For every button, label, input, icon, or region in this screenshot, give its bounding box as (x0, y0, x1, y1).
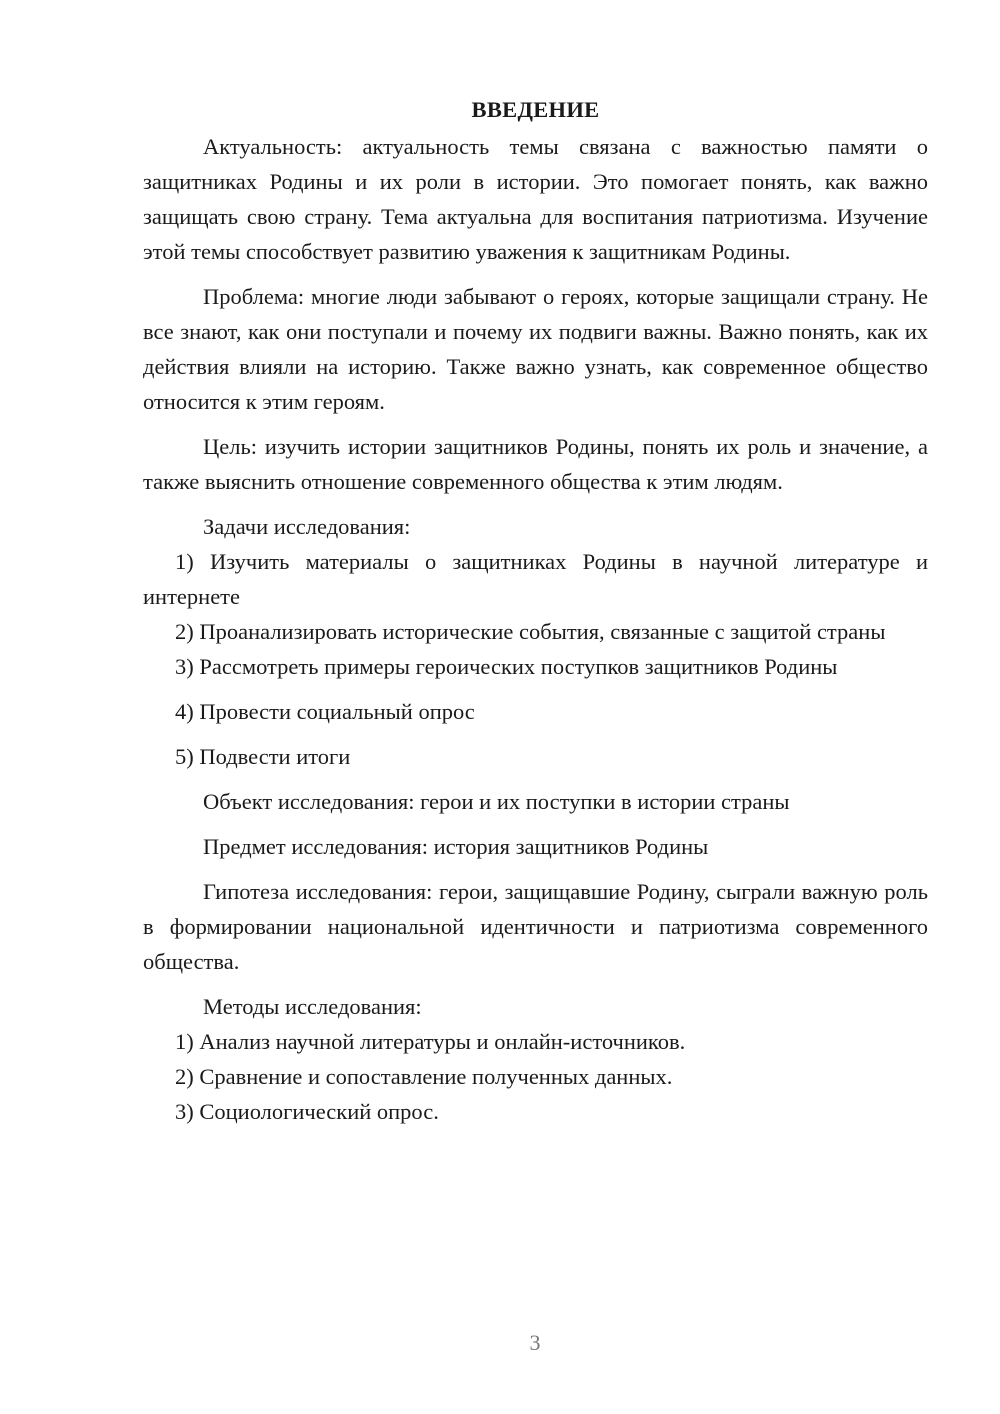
method-item: 3) Социологический опрос. (175, 1099, 439, 1124)
task-item: 1) Изучить материалы о защитниках Родины в научной литературе и интернете (143, 549, 928, 609)
subject-paragraph: Предмет исследования: история защитников Родины (203, 834, 709, 859)
page-number: 3 (529, 1330, 541, 1355)
methods-title: Методы исследования: (203, 994, 422, 1019)
relevance-paragraph: Актуальность: актуальность темы связана с важностью памяти о защитниках Родины и их роли в истории. Это помогает понять, как важно защищать свою страну. Тема актуальна для воспитания патриотизма. Изучение этой темы способствует развитию уважения к защитникам Родины. (143, 134, 928, 264)
method-item: 1) Анализ научной литературы и онлайн-источников. (175, 1029, 686, 1054)
object-paragraph: Объект исследования: герои и их поступки в истории страны (203, 789, 790, 814)
method-item: 2) Сравнение и сопоставление полученных данных. (175, 1064, 673, 1089)
task-item: 2) Проанализировать исторические события, связанные с защитой страны (175, 619, 886, 644)
task-item: 3) Рассмотреть примеры героических поступков защитников Родины (175, 654, 838, 679)
page-title: ВВЕДЕНИЕ (471, 97, 600, 122)
page-content (143, 92, 928, 1129)
problem-paragraph: Проблема: многие люди забывают о героях, которые защищали страну. Не все знают, как они поступали и почему их подвиги важны. Важно понять, как их действия влияли на историю. Также важно узнать, как современное общество относится к этим героям. (143, 284, 928, 414)
goal-paragraph: Цель: изучить истории защитников Родины, понять их роль и значение, а также выяснить отношение современного общества к этим людям. (143, 434, 928, 494)
task-item: 4) Провести социальный опрос (175, 699, 475, 724)
hypothesis-paragraph: Гипотеза исследования: герои, защищавшие Родину, сыграли важную роль в формировании национальной идентичности и патриотизма современного общества. (143, 879, 928, 974)
tasks-title: Задачи исследования: (203, 514, 411, 539)
task-item: 5) Подвести итоги (175, 744, 351, 769)
